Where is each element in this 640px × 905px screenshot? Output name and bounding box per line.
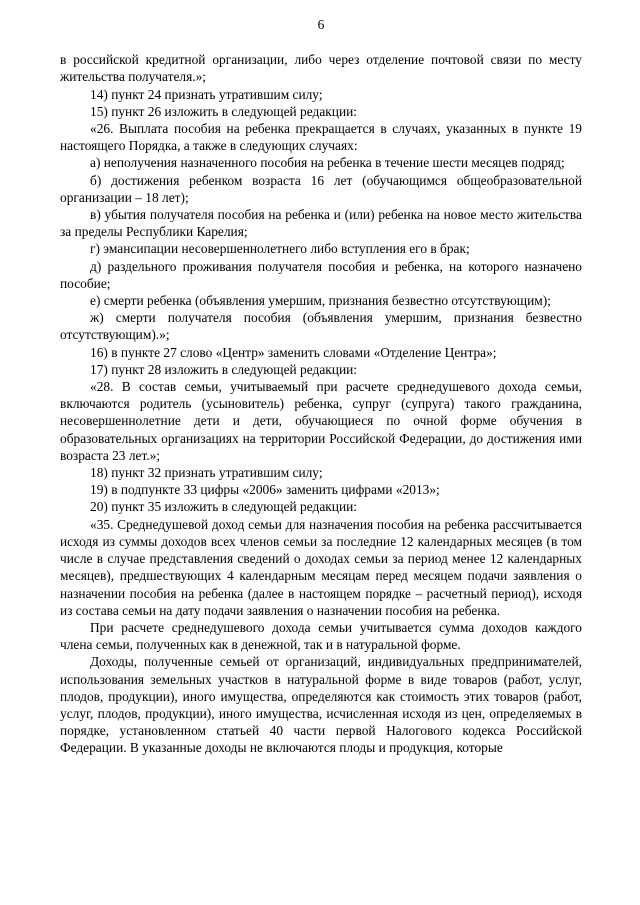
paragraph: в российской кредитной организации, либо через отделение почтовой связи по месту жительства получателя.»; bbox=[60, 52, 582, 85]
document-body bbox=[60, 51, 582, 756]
paragraph: 18) пункт 32 признать утратившим силу; bbox=[90, 465, 323, 481]
page-number: 6 bbox=[317, 17, 325, 32]
paragraph: «35. Среднедушевой доход семьи для назначения пособия на ребенка рассчитывается исходя из суммы доходов всех членов семьи за последние 12 календарных месяцев (в том числе в случае представления сведений о доходах семьи за период менее 12 календарных месяцев), предшествующих 4 календарным месяцам перед месяцем подачи заявления о назначении пособия на ребенка (далее в настоящем порядке – расчетный период), исходя из состава семьи на дату подачи заявления о назначении пособия на ребенка. bbox=[60, 516, 582, 618]
paragraph: 20) пункт 35 изложить в следующей редакции: bbox=[90, 499, 358, 515]
paragraph: г) эмансипации несовершеннолетнего либо вступления его в брак; bbox=[90, 241, 470, 257]
paragraph: При расчете среднедушевого дохода семьи учитывается сумма доходов каждого члена семьи, полученных как в денежной, так и в натуральной форме. bbox=[60, 619, 582, 653]
paragraph: е) смерти ребенка (объявления умершим, признания безвестно отсутствующим); bbox=[90, 293, 551, 309]
paragraph: «28. В состав семьи, учитываемый при расчете среднедушевого дохода семьи, включаются родитель (усыновитель) ребенка, супруг (супруга) такого гражданина, несовершеннолетние дети и дети, обучающиеся по очной форме обучения в образовательных организациях на территории Российской Федерации, до достижения ими возраста 23 лет.»; bbox=[60, 379, 582, 463]
paragraph: 17) пункт 28 изложить в следующей редакции: bbox=[90, 361, 358, 377]
paragraph: д) раздельного проживания получателя пособия и ребенка, на которого назначено пособие; bbox=[60, 258, 582, 291]
paragraph: б) достижения ребенком возраста 16 лет (обучающимся общеобразовательной организации – 18 лет); bbox=[60, 172, 582, 205]
paragraph: а) неполучения назначенного пособия на ребенка в течение шести месяцев подряд; bbox=[90, 155, 565, 171]
paragraph: 15) пункт 26 изложить в следующей редакции: bbox=[90, 103, 358, 119]
paragraph: 16) в пункте 27 слово «Центр» заменить словами «Отделение Центра»; bbox=[90, 344, 497, 360]
paragraph: ж) смерти получателя пособия (объявления умершим, признания безвестно отсутствующим).»; bbox=[60, 310, 582, 343]
paragraph: 14) пункт 24 признать утратившим силу; bbox=[90, 86, 323, 102]
paragraph: в) убытия получателя пособия на ребенка и (или) ребенка на новое место жительства за пределы Республики Карелия; bbox=[60, 207, 582, 240]
paragraph: Доходы, полученные семьей от организаций, индивидуальных предпринимателей, использования земельных участков в натуральной форме в виде товаров (работ, услуг, плодов, продукции), иного имущества, определяются как стоимость этих товаров (работ, услуг, плодов, продукции), иного имущества, исчисленная исходя из цен, определяемых в порядке, установленном статьей 40 части первой Налогового кодекса Российской Федерации. В указанные доходы не включаются плоды и продукция, которые bbox=[60, 654, 582, 756]
paragraph: «26. Выплата пособия на ребенка прекращается в случаях, указанных в пункте 19 настоящего Порядка, а также в следующих случаях: bbox=[60, 121, 582, 154]
paragraph: 19) в подпункте 33 цифры «2006» заменить цифрами «2013»; bbox=[90, 482, 440, 498]
